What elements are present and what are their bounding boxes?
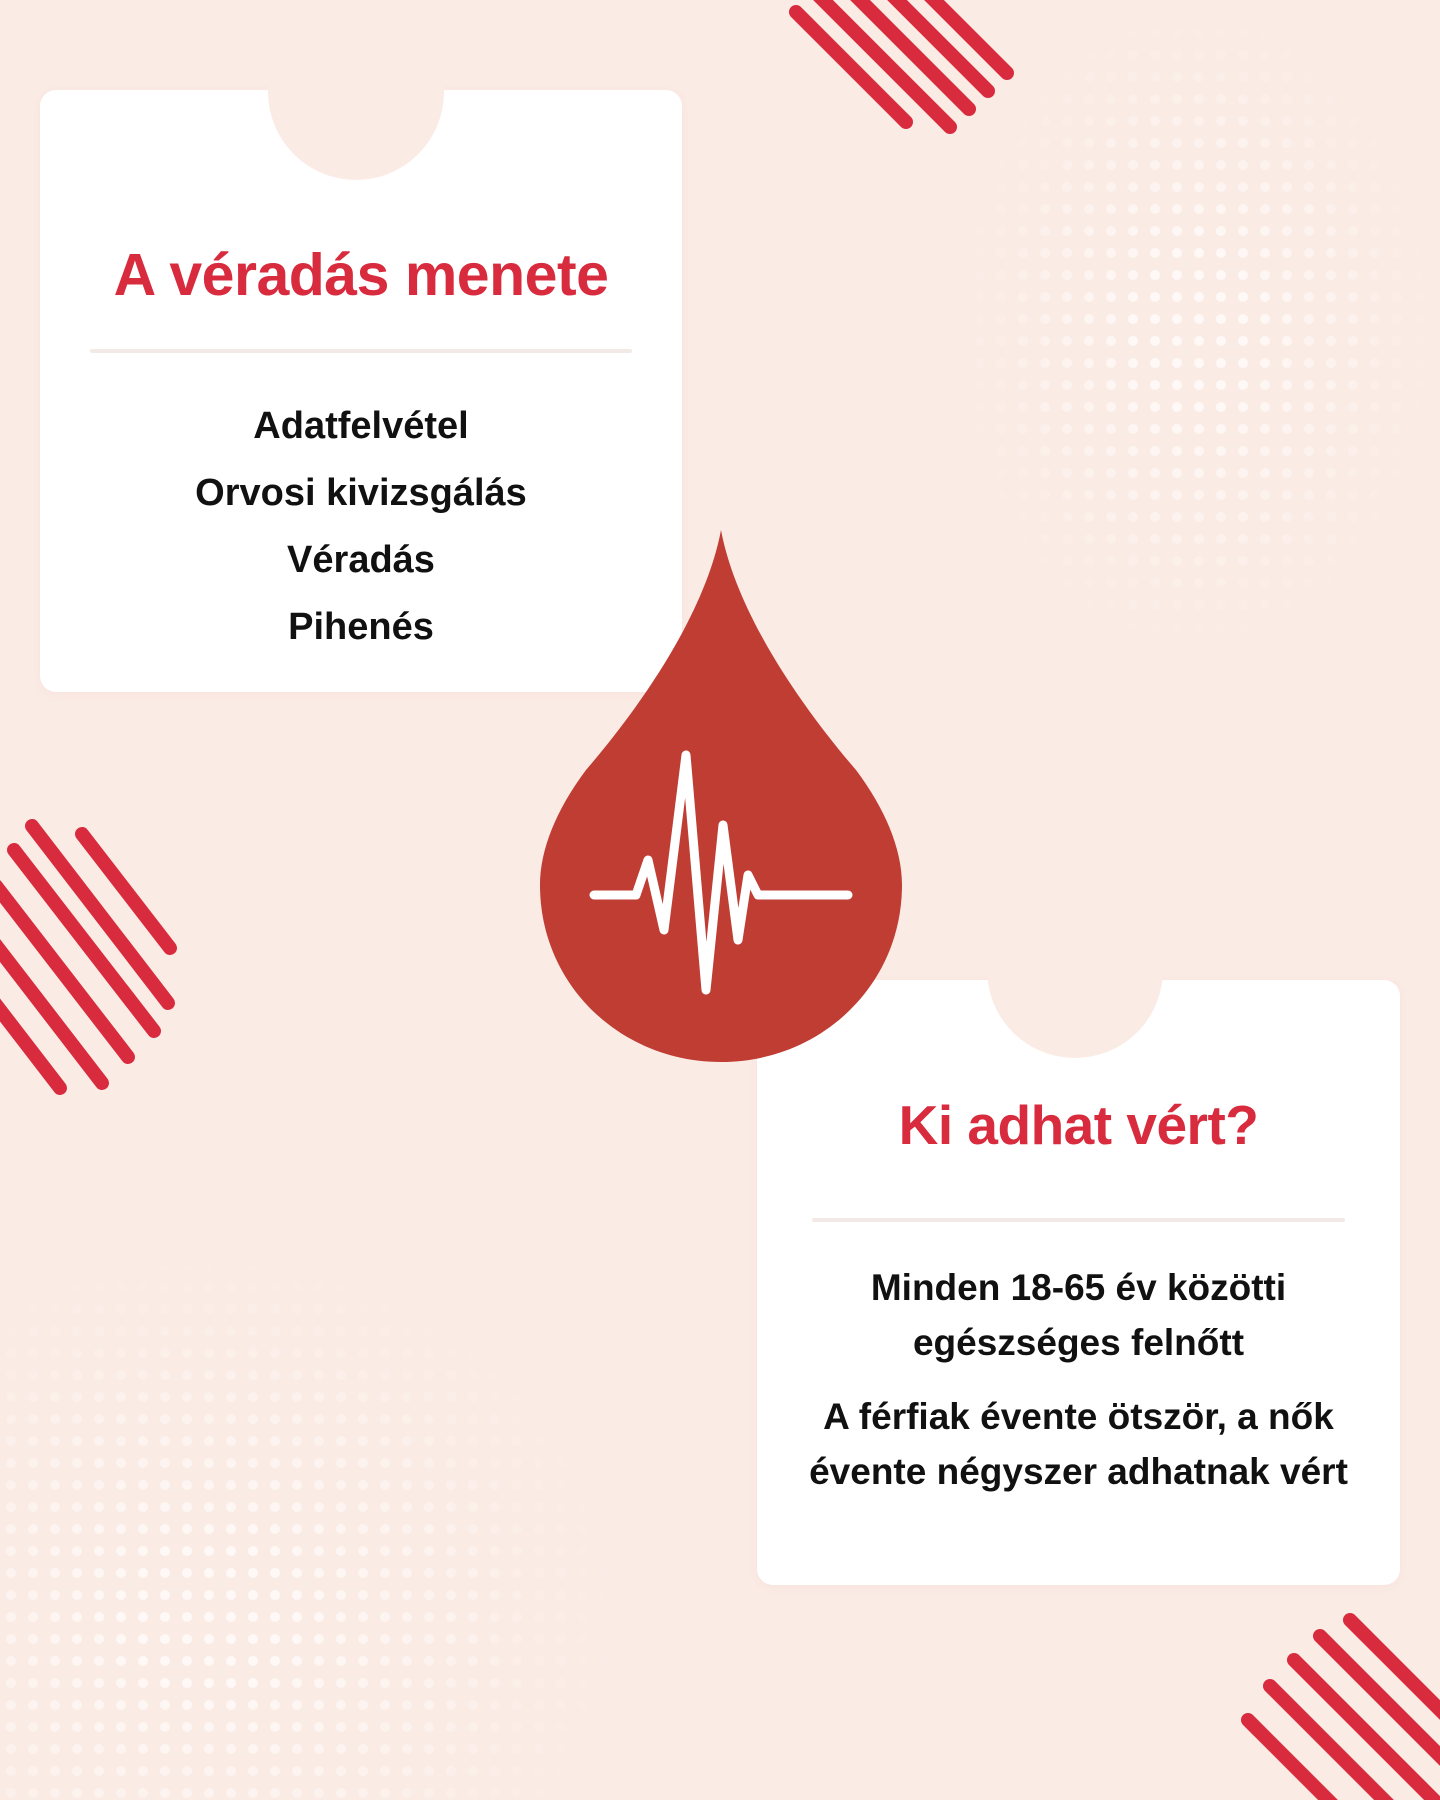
process-step: Véradás	[287, 539, 435, 581]
halftone-dots-top-right	[950, 0, 1440, 660]
stripe-decoration-left	[0, 826, 170, 1088]
halftone-dots-bottom-left	[0, 1180, 700, 1800]
blood-drop-heartbeat-icon	[536, 530, 906, 1065]
eligibility-item: Minden 18-65 év közötti egészséges felnőtt	[870, 1267, 1287, 1363]
process-step: Adatfelvétel	[253, 405, 469, 447]
process-title: A véradás menete	[113, 242, 609, 308]
process-step: Pihenés	[288, 606, 434, 648]
card-notch	[268, 4, 444, 180]
card-notch	[987, 882, 1163, 1058]
eligibility-list	[757, 1260, 1400, 1499]
process-step: Orvosi kivizsgálás	[195, 472, 527, 514]
blood-drop-shape	[540, 530, 902, 1062]
eligibility-card	[757, 980, 1400, 1585]
stripe-decoration-bottom-right	[1248, 1620, 1440, 1800]
eligibility-title: Ki adhat vért?	[898, 1094, 1259, 1156]
eligibility-item: A férfiak évente ötször, a nők évente négyszer adhatnak vért	[809, 1396, 1348, 1492]
title-divider	[812, 1218, 1345, 1222]
title-divider	[90, 349, 632, 353]
